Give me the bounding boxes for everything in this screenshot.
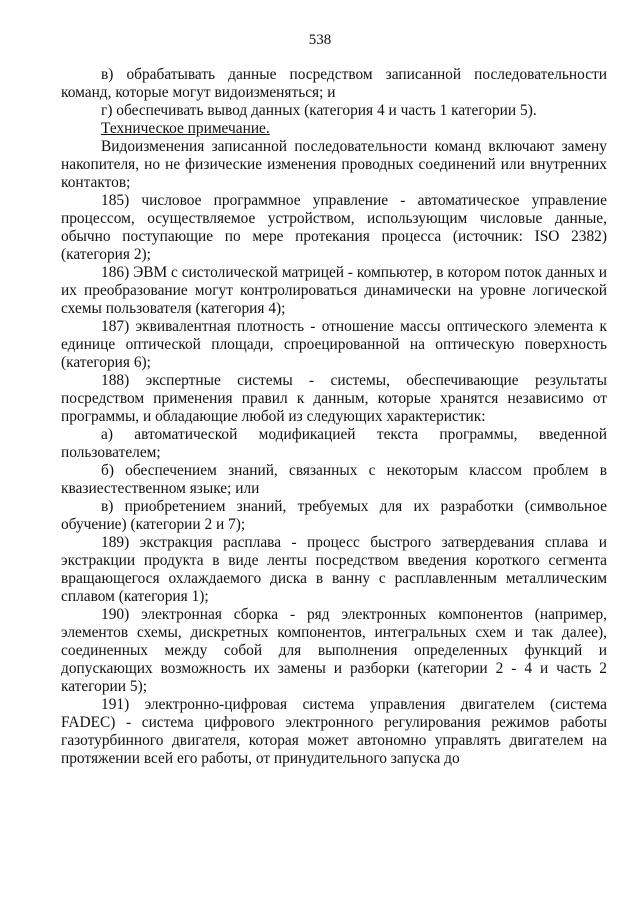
para-191: 191) электронно-цифровая система управления двигателем (система FADEC) - система цифрового электронного регулирования режимов работы газотурбинного двигателя, которая может автономно управлять двигателем на протяжении всей его работы, от принудительного запуска до xyxy=(61,696,607,767)
para-188b: б) обеспечением знаний, связанных с некоторым классом проблем в квазиестественном языке; или xyxy=(61,462,607,497)
para-188c: в) приобретением знаний, требуемых для их разработки (символьное обучение) (категории 2 и 7); xyxy=(61,498,607,533)
para-188: 188) экспертные системы - системы, обеспечивающие результаты посредством применения правил к данным, которые хранятся независимо от программы, и обладающие любой из следующих характеристик: xyxy=(61,372,607,425)
para-1: в) обрабатывать данные посредством записанной последовательности команд, которые могут видоизменяться; и xyxy=(61,66,607,101)
tech-note-heading xyxy=(61,120,607,138)
para-189: 189) экстракция расплава - процесс быстрого затвердевания сплава и экстракции продукта в виде ленты посредством введения короткого сегмента вращающегося охлаждаемого диска в ванну с расплавленным металлическим сплавом (категория 1); xyxy=(61,534,607,605)
para-188a: а) автоматической модификацией текста программы, введенной пользователем; xyxy=(61,426,607,461)
para-2: г) обеспечивать вывод данных (категория 4 и часть 1 категории 5). xyxy=(101,102,537,119)
tech-note-text: Техническое примечание. xyxy=(101,120,270,137)
page-number: 538 xyxy=(308,32,332,48)
para-4: Видоизменения записанной последовательности команд включают замену накопителя, но не физические изменения проводных соединений или внутренних контактов; xyxy=(61,138,607,191)
body-text xyxy=(61,66,607,768)
para-185: 185) числовое программное управление - автоматическое управление процессом, осуществляемое устройством, использующим числовые данные, обычно поступающие по мере протекания процесса (источник: ISO 2382) (категория 2); xyxy=(61,192,607,263)
para-190: 190) электронная сборка - ряд электронных компонентов (например, элементов схемы, дискретных компонентов, интегральных схем и так далее), соединенных между собой для выполнения определенных функций и допускающих возможность их замены и разборки (категории 2 - 4 и часть 2 категории 5); xyxy=(61,606,607,695)
para-187: 187) эквивалентная плотность - отношение массы оптического элемента к единице оптической площади, спроецированной на оптическую поверхность (категория 6); xyxy=(61,318,607,371)
para-186: 186) ЭВМ с систолической матрицей - компьютер, в котором поток данных и их преобразование могут контролироваться динамически на уровне логической схемы пользователя (категория 4); xyxy=(61,264,607,317)
